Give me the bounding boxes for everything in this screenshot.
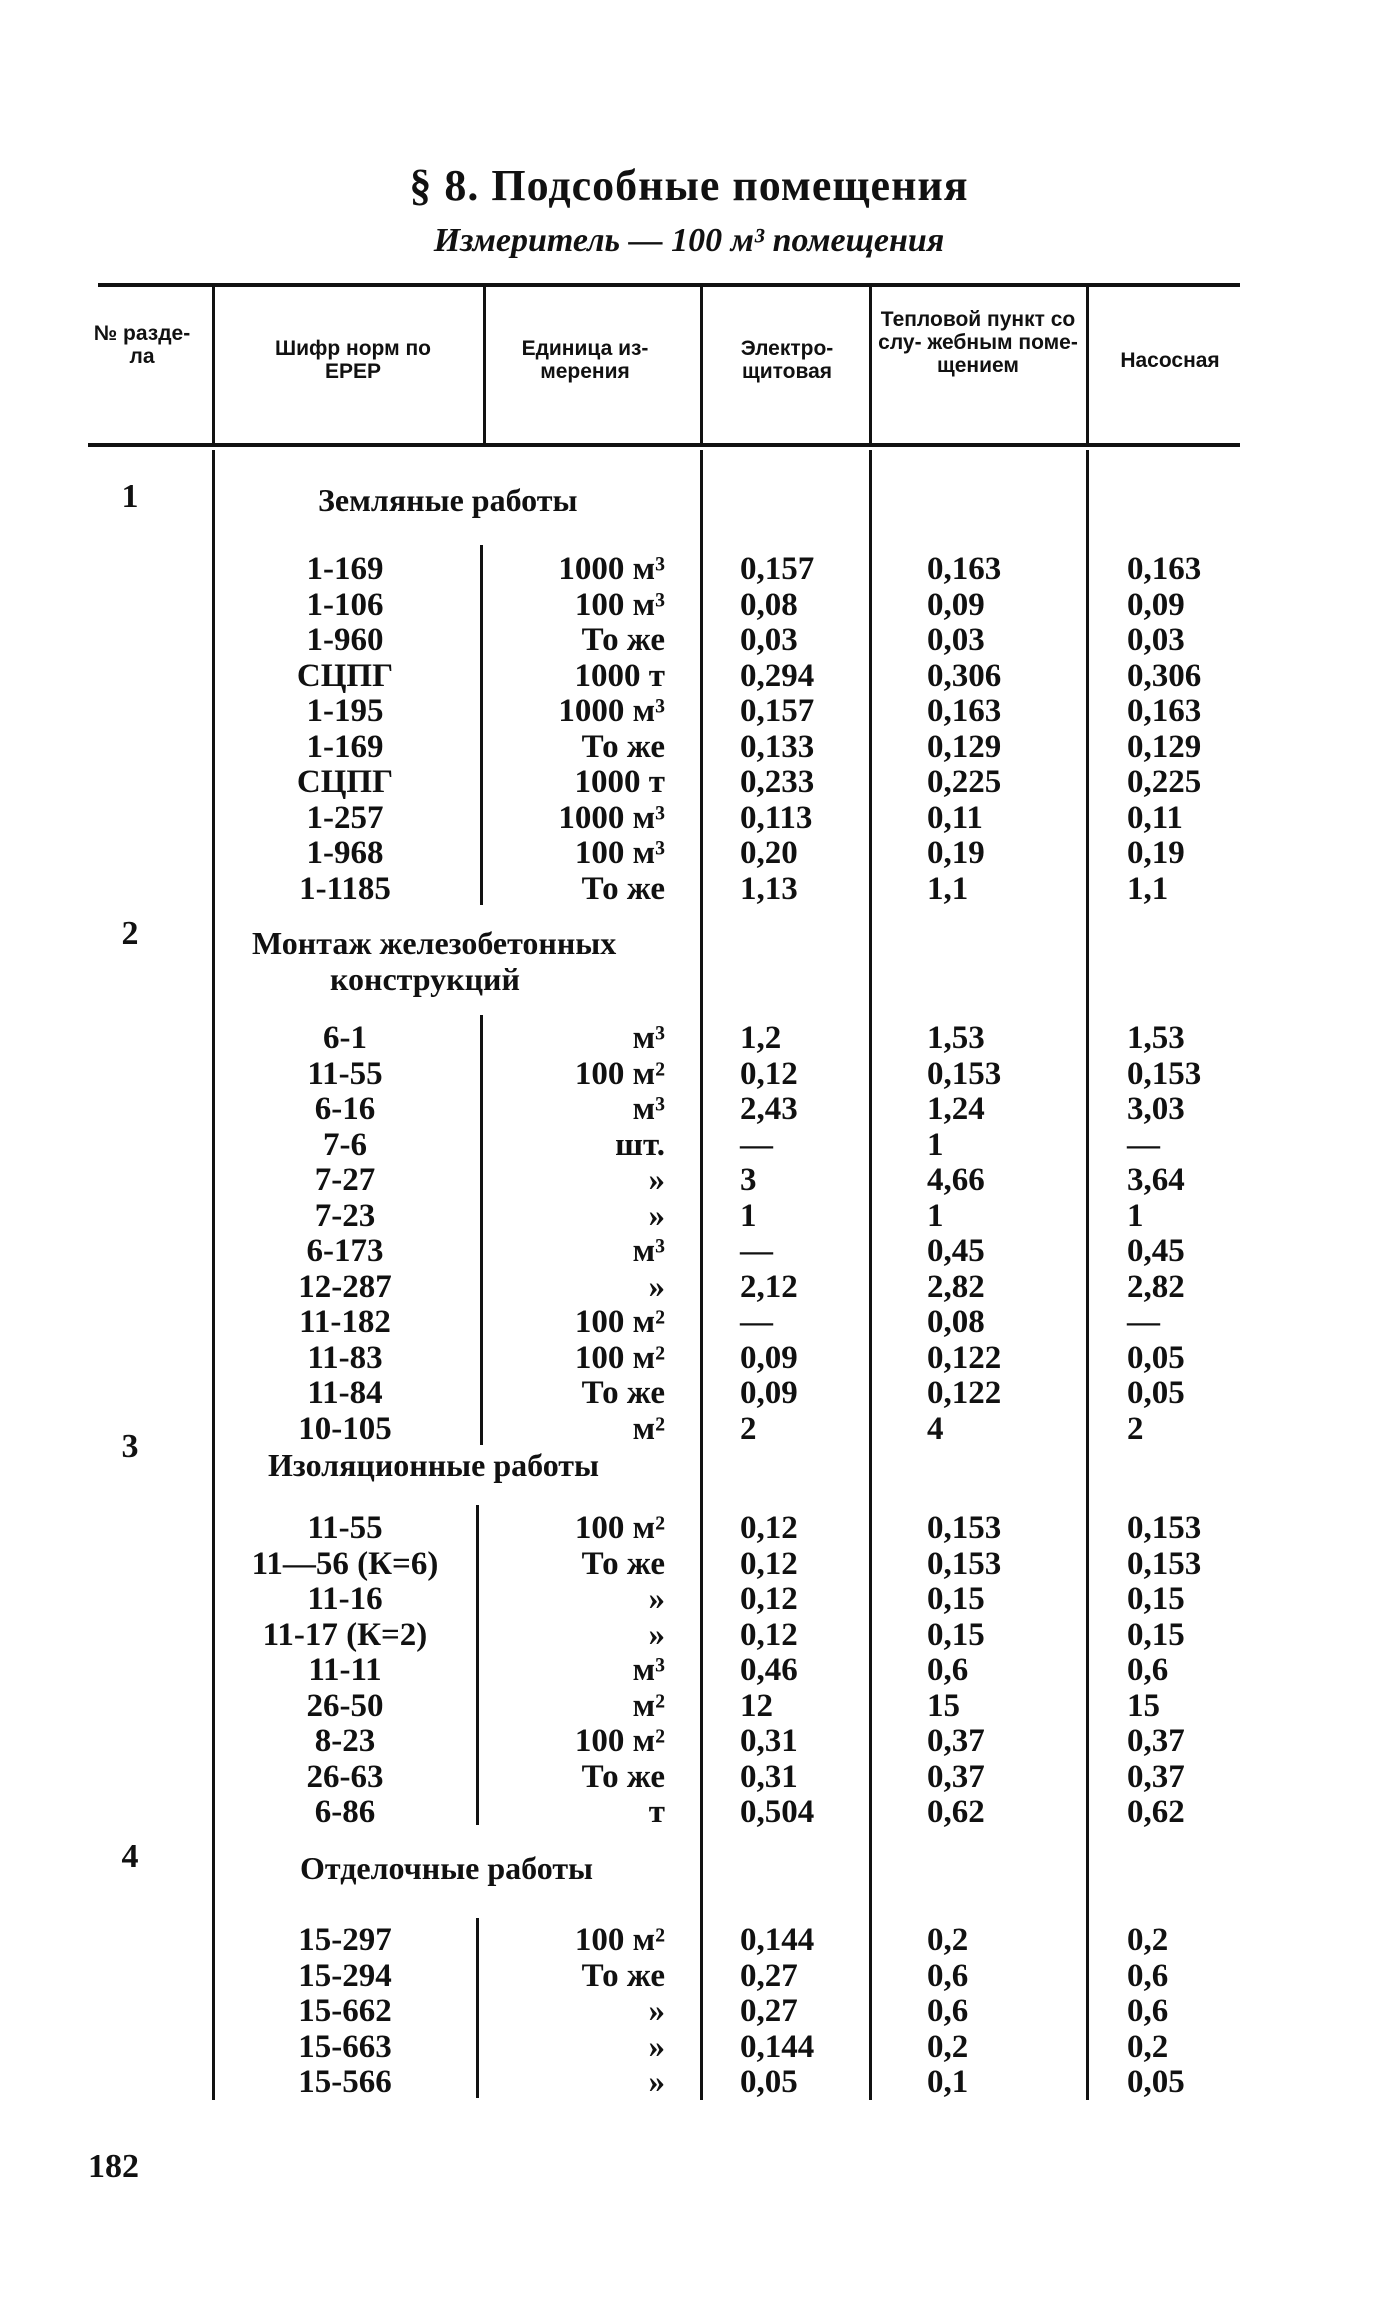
header-bottom-rule bbox=[88, 443, 1240, 447]
value-pump: 0,163 bbox=[1127, 693, 1202, 729]
value-electro: 0,27 bbox=[740, 1993, 798, 2029]
header-heat-point: Тепловой пункт со слу- жебным поме- щением bbox=[878, 308, 1078, 377]
value-pump: 0,05 bbox=[1127, 2064, 1185, 2100]
value-electro: 0,144 bbox=[740, 2029, 815, 2065]
value-pump: 0,6 bbox=[1127, 1993, 1169, 2029]
unit-of-measure: 1000 м³ bbox=[558, 800, 665, 836]
value-pump: 0,37 bbox=[1127, 1723, 1185, 1759]
value-heat-point: 1 bbox=[927, 1198, 944, 1234]
body-divider bbox=[700, 450, 703, 2100]
header-unit: Единица из- мерения bbox=[521, 337, 649, 383]
norm-code: 15-566 bbox=[298, 2064, 392, 2100]
norm-code: 15-662 bbox=[298, 1993, 392, 2029]
value-electro: 0,12 bbox=[740, 1510, 798, 1546]
value-pump: 0,6 bbox=[1127, 1958, 1169, 1994]
code-unit-divider bbox=[476, 1505, 479, 1825]
value-heat-point: 0,153 bbox=[927, 1056, 1002, 1092]
table-top-rule bbox=[98, 283, 1240, 287]
value-heat-point: 0,6 bbox=[927, 1993, 969, 2029]
value-electro: 0,233 bbox=[740, 764, 815, 800]
value-heat-point: 0,306 bbox=[927, 658, 1002, 694]
norm-code: 6-86 bbox=[314, 1794, 376, 1830]
value-pump: 0,163 bbox=[1127, 551, 1202, 587]
norm-code: 1-968 bbox=[306, 835, 384, 871]
value-electro: 0,20 bbox=[740, 835, 798, 871]
value-electro: 0,12 bbox=[740, 1056, 798, 1092]
unit-of-measure: То же bbox=[581, 1375, 665, 1411]
header-divider bbox=[1086, 287, 1089, 443]
header-pump: Насосная bbox=[1120, 349, 1220, 372]
value-electro: 0,294 bbox=[740, 658, 815, 694]
norm-code: 10-105 bbox=[298, 1411, 392, 1447]
value-pump: 0,15 bbox=[1127, 1581, 1185, 1617]
value-pump: 1 bbox=[1127, 1198, 1144, 1234]
norm-code: 1-1185 bbox=[299, 871, 391, 907]
value-pump: 15 bbox=[1127, 1688, 1160, 1724]
norm-code: 6-16 bbox=[314, 1091, 376, 1127]
value-heat-point: 0,163 bbox=[927, 551, 1002, 587]
value-pump: 0,306 bbox=[1127, 658, 1202, 694]
value-pump: 0,153 bbox=[1127, 1056, 1202, 1092]
value-pump: 1,1 bbox=[1127, 871, 1169, 907]
value-heat-point: 1 bbox=[927, 1127, 944, 1163]
value-heat-point: 2,82 bbox=[927, 1269, 985, 1305]
value-pump: 0,153 bbox=[1127, 1510, 1202, 1546]
value-heat-point: 0,19 bbox=[927, 835, 985, 871]
unit-of-measure: 100 м³ bbox=[574, 835, 665, 871]
value-heat-point: 0,153 bbox=[927, 1546, 1002, 1582]
value-pump: 0,37 bbox=[1127, 1759, 1185, 1795]
unit-of-measure: То же bbox=[581, 729, 665, 765]
value-pump: 0,225 bbox=[1127, 764, 1202, 800]
value-electro: 1,2 bbox=[740, 1020, 782, 1056]
page-title: § 8. Подсобные помещения bbox=[409, 161, 969, 210]
header-divider bbox=[700, 287, 703, 443]
unit-of-measure: м² bbox=[632, 1411, 665, 1447]
norm-code: СЦПГ bbox=[296, 764, 394, 800]
unit-of-measure: 1000 м³ bbox=[558, 551, 665, 587]
value-heat-point: 4,66 bbox=[927, 1162, 985, 1198]
value-electro: — bbox=[740, 1127, 773, 1163]
unit-of-measure: 100 м² bbox=[574, 1922, 665, 1958]
value-pump: — bbox=[1127, 1127, 1160, 1163]
norm-code: 7-27 bbox=[314, 1162, 376, 1198]
norm-code: 26-63 bbox=[306, 1759, 384, 1795]
value-pump: 1,53 bbox=[1127, 1020, 1185, 1056]
value-pump: 0,03 bbox=[1127, 622, 1185, 658]
unit-of-measure: То же bbox=[581, 622, 665, 658]
value-pump: 0,2 bbox=[1127, 2029, 1169, 2065]
header-divider bbox=[212, 287, 215, 443]
value-pump: — bbox=[1127, 1304, 1160, 1340]
norm-code: 15-297 bbox=[298, 1922, 392, 1958]
code-unit-divider bbox=[480, 545, 483, 905]
value-electro: 0,504 bbox=[740, 1794, 815, 1830]
value-pump: 0,62 bbox=[1127, 1794, 1185, 1830]
value-heat-point: 0,153 bbox=[927, 1510, 1002, 1546]
unit-of-measure: » bbox=[648, 1162, 665, 1198]
value-heat-point: 0,37 bbox=[927, 1723, 985, 1759]
value-heat-point: 0,45 bbox=[927, 1233, 985, 1269]
unit-of-measure: 100 м² bbox=[574, 1340, 665, 1376]
value-heat-point: 0,6 bbox=[927, 1958, 969, 1994]
code-unit-divider bbox=[476, 1918, 479, 2098]
value-electro: 2,43 bbox=[740, 1091, 798, 1127]
value-electro: 3 bbox=[740, 1162, 757, 1198]
value-electro: 0,133 bbox=[740, 729, 815, 765]
value-heat-point: 0,37 bbox=[927, 1759, 985, 1795]
unit-of-measure: 1000 т bbox=[574, 658, 665, 694]
value-heat-point: 0,08 bbox=[927, 1304, 985, 1340]
value-electro: 0,12 bbox=[740, 1581, 798, 1617]
unit-of-measure: шт. bbox=[615, 1127, 665, 1163]
unit-of-measure: » bbox=[648, 1581, 665, 1617]
section-number: 1 bbox=[121, 478, 139, 515]
value-pump: 0,09 bbox=[1127, 587, 1185, 623]
value-electro: 0,09 bbox=[740, 1375, 798, 1411]
norm-code: 11-16 bbox=[307, 1581, 383, 1617]
value-pump: 0,05 bbox=[1127, 1375, 1185, 1411]
value-heat-point: 0,122 bbox=[927, 1340, 1002, 1376]
value-pump: 0,45 bbox=[1127, 1233, 1185, 1269]
value-heat-point: 1,1 bbox=[927, 871, 969, 907]
value-heat-point: 0,62 bbox=[927, 1794, 985, 1830]
norm-code: 1-106 bbox=[306, 587, 384, 623]
value-heat-point: 0,1 bbox=[927, 2064, 969, 2100]
unit-of-measure: 100 м² bbox=[574, 1056, 665, 1092]
header-electro: Электро- щитовая bbox=[740, 337, 834, 383]
header-section-number: № разде- ла bbox=[93, 322, 191, 368]
page-number: 182 bbox=[88, 2148, 139, 2185]
header-code: Шифр норм по ЕРЕР bbox=[275, 337, 431, 383]
unit-of-measure: 100 м² bbox=[574, 1723, 665, 1759]
page-subtitle: Измеритель — 100 м³ помещения bbox=[433, 222, 945, 259]
section-title: Земляные работы bbox=[318, 482, 578, 518]
value-electro: 1,13 bbox=[740, 871, 798, 907]
value-heat-point: 0,129 bbox=[927, 729, 1002, 765]
value-electro: 1 bbox=[740, 1198, 757, 1234]
value-electro: — bbox=[740, 1233, 773, 1269]
value-heat-point: 0,2 bbox=[927, 1922, 969, 1958]
value-heat-point: 0,03 bbox=[927, 622, 985, 658]
norm-code: 6-173 bbox=[306, 1233, 384, 1269]
body-divider bbox=[869, 450, 872, 2100]
unit-of-measure: 100 м³ bbox=[574, 587, 665, 623]
section-title: Монтаж железобетонных bbox=[252, 925, 617, 961]
unit-of-measure: 100 м² bbox=[574, 1304, 665, 1340]
unit-of-measure: » bbox=[648, 2029, 665, 2065]
unit-of-measure: » bbox=[648, 1198, 665, 1234]
norm-code: 1-169 bbox=[306, 551, 384, 587]
value-heat-point: 1,24 bbox=[927, 1091, 985, 1127]
value-electro: 0,27 bbox=[740, 1958, 798, 1994]
section-title: Изоляционные работы bbox=[268, 1447, 599, 1483]
value-pump: 3,64 bbox=[1127, 1162, 1185, 1198]
norm-code: 12-287 bbox=[298, 1269, 392, 1305]
norm-code: 11-11 bbox=[308, 1652, 382, 1688]
value-electro: 2,12 bbox=[740, 1269, 798, 1305]
unit-of-measure: » bbox=[648, 1993, 665, 2029]
value-heat-point: 0,163 bbox=[927, 693, 1002, 729]
value-electro: 0,08 bbox=[740, 587, 798, 623]
section-title: конструкций bbox=[330, 961, 520, 997]
value-heat-point: 0,122 bbox=[927, 1375, 1002, 1411]
value-pump: 0,129 bbox=[1127, 729, 1202, 765]
unit-of-measure: 100 м² bbox=[574, 1510, 665, 1546]
value-heat-point: 0,09 bbox=[927, 587, 985, 623]
value-electro: 0,12 bbox=[740, 1546, 798, 1582]
norm-code: 11-55 bbox=[307, 1510, 383, 1546]
value-pump: 0,05 bbox=[1127, 1340, 1185, 1376]
norm-code: 1-960 bbox=[306, 622, 384, 658]
value-electro: 0,157 bbox=[740, 693, 815, 729]
norm-code: 7-23 bbox=[314, 1198, 376, 1234]
norm-code: 15-663 bbox=[298, 2029, 392, 2065]
norm-code: 8-23 bbox=[314, 1723, 376, 1759]
value-electro: 0,46 bbox=[740, 1652, 798, 1688]
unit-of-measure: То же bbox=[581, 1546, 665, 1582]
value-heat-point: 0,2 bbox=[927, 2029, 969, 2065]
value-pump: 0,15 bbox=[1127, 1617, 1185, 1653]
unit-of-measure: » bbox=[648, 1617, 665, 1653]
value-electro: 0,05 bbox=[740, 2064, 798, 2100]
unit-of-measure: 1000 м³ bbox=[558, 693, 665, 729]
body-divider bbox=[1086, 450, 1089, 2100]
value-pump: 2 bbox=[1127, 1411, 1144, 1447]
value-pump: 0,2 bbox=[1127, 1922, 1169, 1958]
value-electro: 0,12 bbox=[740, 1617, 798, 1653]
value-heat-point: 1,53 bbox=[927, 1020, 985, 1056]
unit-of-measure: 1000 т bbox=[574, 764, 665, 800]
value-electro: 0,31 bbox=[740, 1723, 798, 1759]
norm-code: 11-55 bbox=[307, 1056, 383, 1092]
unit-of-measure: т bbox=[648, 1794, 665, 1830]
value-electro: 0,03 bbox=[740, 622, 798, 658]
unit-of-measure: м³ bbox=[632, 1652, 665, 1688]
section-number: 2 bbox=[121, 915, 139, 952]
unit-of-measure: м³ bbox=[632, 1020, 665, 1056]
value-electro: 0,144 bbox=[740, 1922, 815, 1958]
norm-code: 7-6 bbox=[323, 1127, 367, 1163]
unit-of-measure: То же bbox=[581, 1759, 665, 1795]
value-pump: 0,11 bbox=[1127, 800, 1183, 836]
code-unit-divider bbox=[480, 1015, 483, 1445]
unit-of-measure: » bbox=[648, 1269, 665, 1305]
norm-code: СЦПГ bbox=[296, 658, 394, 694]
norm-code: 11—56 (К=6) bbox=[251, 1546, 439, 1582]
norm-code: 11-17 (К=2) bbox=[262, 1617, 428, 1653]
value-heat-point: 0,15 bbox=[927, 1581, 985, 1617]
section-title: Отделочные работы bbox=[300, 1850, 594, 1886]
header-divider bbox=[869, 287, 872, 443]
value-heat-point: 0,6 bbox=[927, 1652, 969, 1688]
value-electro: 0,113 bbox=[740, 800, 813, 836]
norm-code: 1-169 bbox=[306, 729, 384, 765]
section-number: 4 bbox=[121, 1838, 139, 1875]
norm-code: 26-50 bbox=[306, 1688, 384, 1724]
unit-of-measure: То же bbox=[581, 871, 665, 907]
norm-code: 11-182 bbox=[299, 1304, 391, 1340]
value-heat-point: 0,225 bbox=[927, 764, 1002, 800]
unit-of-measure: м³ bbox=[632, 1091, 665, 1127]
value-pump: 0,6 bbox=[1127, 1652, 1169, 1688]
value-electro: 0,157 bbox=[740, 551, 815, 587]
value-pump: 3,03 bbox=[1127, 1091, 1185, 1127]
unit-of-measure: м² bbox=[632, 1688, 665, 1724]
norm-code: 6-1 bbox=[323, 1020, 367, 1056]
unit-of-measure: » bbox=[648, 2064, 665, 2100]
unit-of-measure: м³ bbox=[632, 1233, 665, 1269]
value-heat-point: 0,11 bbox=[927, 800, 983, 836]
norm-code: 11-84 bbox=[307, 1375, 383, 1411]
norm-code: 11-83 bbox=[307, 1340, 383, 1376]
norm-code: 1-257 bbox=[306, 800, 384, 836]
norm-code: 15-294 bbox=[298, 1958, 392, 1994]
section-number: 3 bbox=[121, 1428, 139, 1465]
value-electro: 0,31 bbox=[740, 1759, 798, 1795]
value-electro: 0,09 bbox=[740, 1340, 798, 1376]
unit-of-measure: То же bbox=[581, 1958, 665, 1994]
value-heat-point: 0,15 bbox=[927, 1617, 985, 1653]
norm-code: 1-195 bbox=[306, 693, 384, 729]
value-heat-point: 15 bbox=[927, 1688, 960, 1724]
value-pump: 2,82 bbox=[1127, 1269, 1185, 1305]
value-pump: 0,19 bbox=[1127, 835, 1185, 871]
value-heat-point: 4 bbox=[927, 1411, 944, 1447]
header-divider bbox=[483, 287, 486, 443]
value-pump: 0,153 bbox=[1127, 1546, 1202, 1582]
value-electro: 2 bbox=[740, 1411, 757, 1447]
value-electro: — bbox=[740, 1304, 773, 1340]
value-electro: 12 bbox=[740, 1688, 773, 1724]
